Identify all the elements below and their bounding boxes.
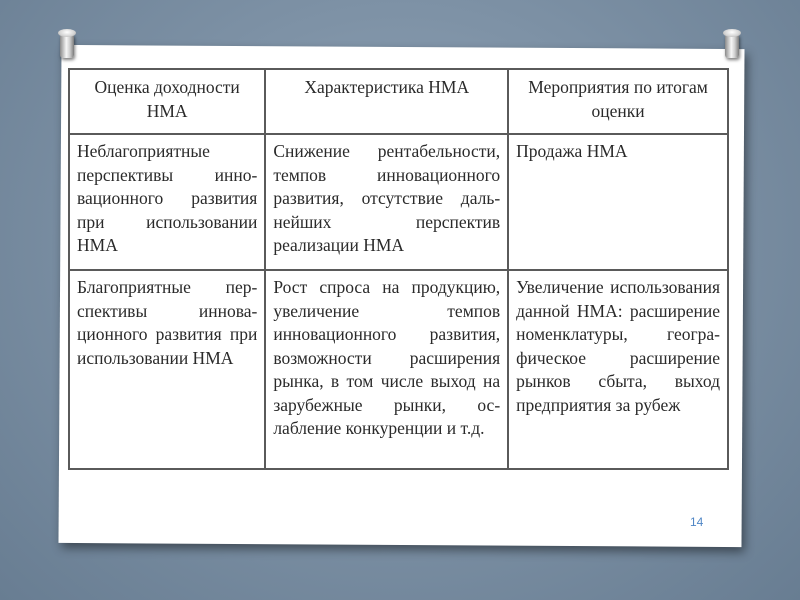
header-cell-profitability: Оценка доходности НМА — [69, 69, 265, 134]
pin-left-icon — [60, 34, 74, 58]
table-cell: Благоприятные перспективы инновационного развития при использовании НМА — [69, 270, 265, 469]
table-row — [69, 270, 728, 469]
evaluation-table — [68, 68, 729, 470]
page-number: 14 — [690, 515, 704, 529]
table-cell: Увеличение использования данной НМА: расширение номенклатуры, географическое расширение рынков сбыта, выход предприятия за рубеж — [508, 270, 728, 469]
header-cell-measures: Мероприятия по итогам оценки — [508, 69, 728, 134]
table-cell: Неблагоприятные перспективы инновационного развития при использовании НМА — [69, 134, 265, 270]
table-row — [69, 134, 728, 270]
table-header-row — [69, 69, 728, 134]
table-cell: Снижение рентабельности, темпов инновационного развития, отсутствие дальнейших перспектив реализации НМА — [265, 134, 508, 270]
header-cell-characteristic: Характеристика НМА — [265, 69, 508, 134]
table-cell: Продажа НМА — [508, 134, 728, 270]
pin-right-icon — [725, 34, 739, 58]
table-cell: Рост спроса на продукцию, увеличение темпов инновационного развития, возможности расширения рынка, в том числе выход на зарубежные рынки, ослабление конкуренции и т.д. — [265, 270, 508, 469]
